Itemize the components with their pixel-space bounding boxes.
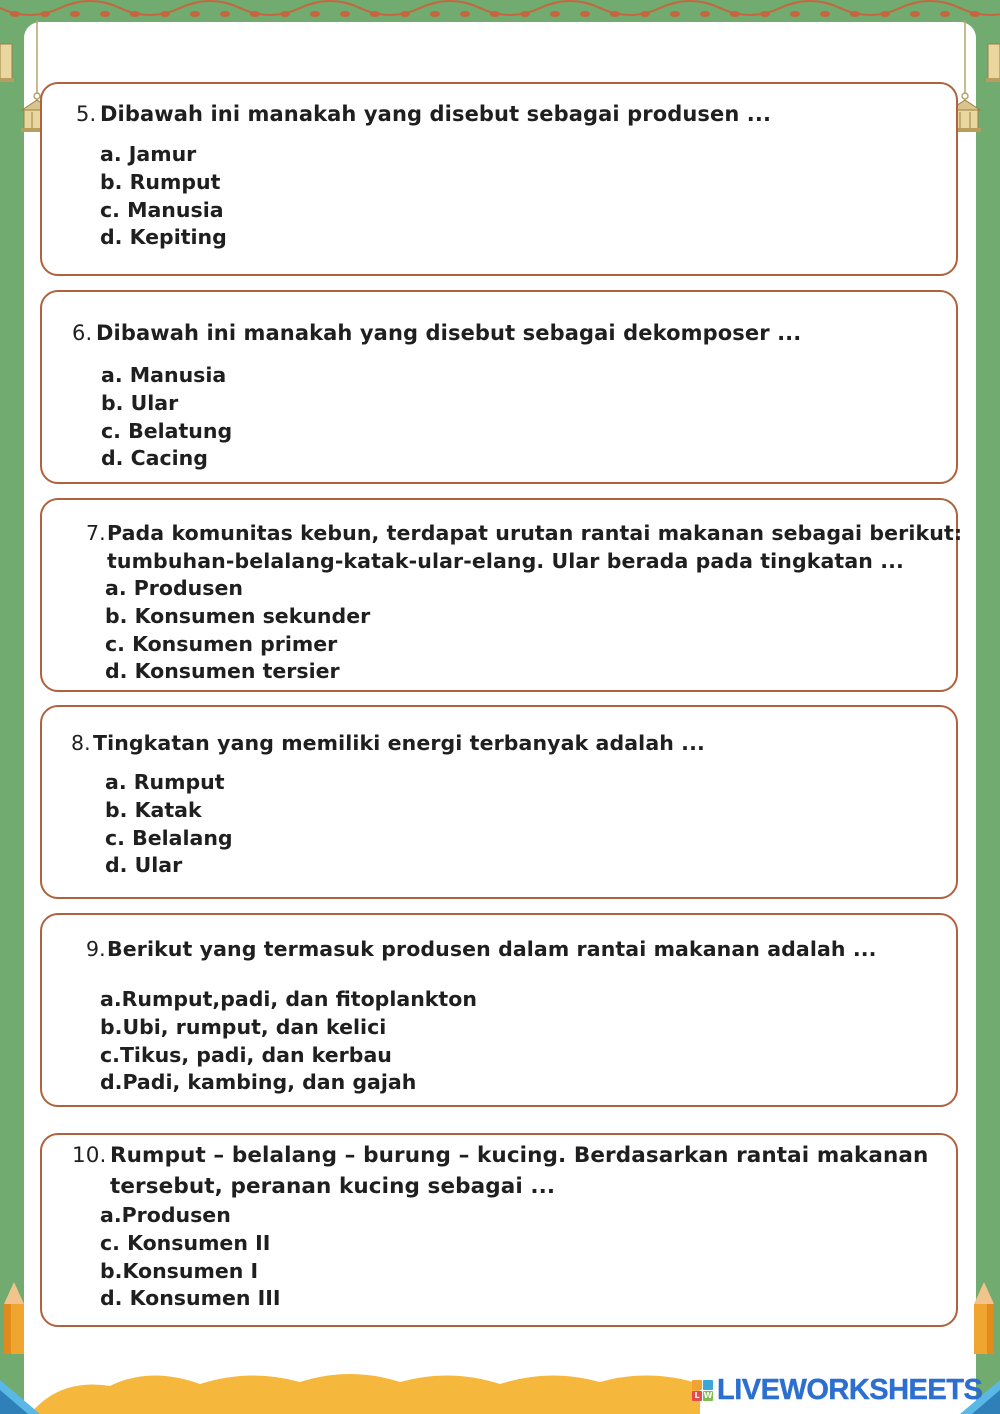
option-d[interactable]: d. Konsumen III [100, 1286, 281, 1311]
question-6-title [72, 318, 801, 348]
option-b[interactable]: b. Ular [101, 390, 179, 415]
question-8-title [71, 728, 705, 758]
option-a[interactable]: a.Rumput,padi, dan fitoplankton [100, 987, 477, 1011]
liveworksheets-wordmark: LIVEWORKSHEETS [717, 1373, 983, 1406]
option-a[interactable]: a. Manusia [101, 363, 227, 387]
option-a[interactable]: a. Produsen [105, 576, 243, 600]
option-c[interactable]: c.Tikus, padi, dan kerbau [100, 1042, 392, 1067]
pencil-left-icon [0, 1282, 32, 1354]
question-text-line1: Pada komunitas kebun, terdapat urutan rantai makanan sebagai berikut: [107, 521, 963, 545]
question-number: 5. [76, 102, 97, 126]
question-text-line2: tersebut, peranan kucing sebagai ... [110, 1174, 556, 1199]
option-b[interactable]: b. Katak [105, 797, 202, 822]
question-number: 9. [86, 937, 106, 961]
option-d[interactable]: d. Cacing [101, 446, 208, 471]
question-text-line1: Rumput – belalang – burung – kucing. Berdasarkan rantai makanan [110, 1143, 929, 1168]
question-number: 8. [71, 731, 91, 755]
options-list [100, 141, 227, 252]
question-9-title [86, 934, 877, 964]
options-list [100, 1202, 280, 1313]
question-7-title [86, 519, 962, 575]
question-5-title [76, 99, 771, 129]
option-b[interactable]: b. Konsumen sekunder [105, 603, 371, 628]
option-d[interactable]: d. Kepiting [100, 225, 227, 250]
option-b[interactable]: b.Ubi, rumput, dan kelici [100, 1014, 387, 1039]
option-c[interactable]: c. Belatung [101, 418, 233, 443]
question-text: Berikut yang termasuk produsen dalam rantai makanan adalah ... [107, 937, 877, 961]
question-text: Dibawah ini manakah yang disebut sebagai produsen ... [100, 102, 772, 126]
options-list [105, 575, 370, 686]
option-d[interactable]: d. Ular [105, 853, 183, 878]
lantern-partial-right-icon [986, 30, 1000, 90]
question-text-line2: tumbuhan-belalang-katak-ular-elang. Ular berada pada tingkatan ... [107, 549, 904, 573]
question-10-title [72, 1140, 928, 1202]
options-list [100, 986, 477, 1097]
option-d[interactable]: d.Padi, kambing, dan gajah [100, 1070, 417, 1095]
option-d[interactable]: d. Konsumen tersier [105, 659, 340, 684]
question-text: Tingkatan yang memiliki energi terbanyak adalah ... [93, 731, 705, 755]
liveworksheets-logo[interactable] [692, 1374, 982, 1406]
option-c[interactable]: c. Konsumen II [100, 1230, 271, 1255]
option-a[interactable]: a.Produsen [100, 1203, 231, 1227]
option-b[interactable]: b.Konsumen I [100, 1258, 259, 1283]
option-a[interactable]: a. Jamur [100, 142, 197, 166]
options-list [101, 362, 232, 473]
liveworksheets-mark-icon: L W [692, 1380, 713, 1401]
question-number: 7. [86, 521, 106, 545]
option-c[interactable]: c. Belalang [105, 825, 233, 850]
options-list [105, 769, 233, 880]
option-a[interactable]: a. Rumput [105, 770, 225, 794]
question-text: Dibawah ini manakah yang disebut sebagai dekomposer ... [96, 321, 802, 345]
question-number: 6. [72, 321, 93, 345]
question-number: 10. [72, 1143, 107, 1168]
option-c[interactable]: c. Manusia [100, 197, 224, 222]
pencil-right-icon [966, 1282, 1000, 1354]
lantern-partial-left-icon [0, 30, 14, 90]
option-c[interactable]: c. Konsumen primer [105, 631, 338, 656]
option-b[interactable]: b. Rumput [100, 169, 221, 194]
